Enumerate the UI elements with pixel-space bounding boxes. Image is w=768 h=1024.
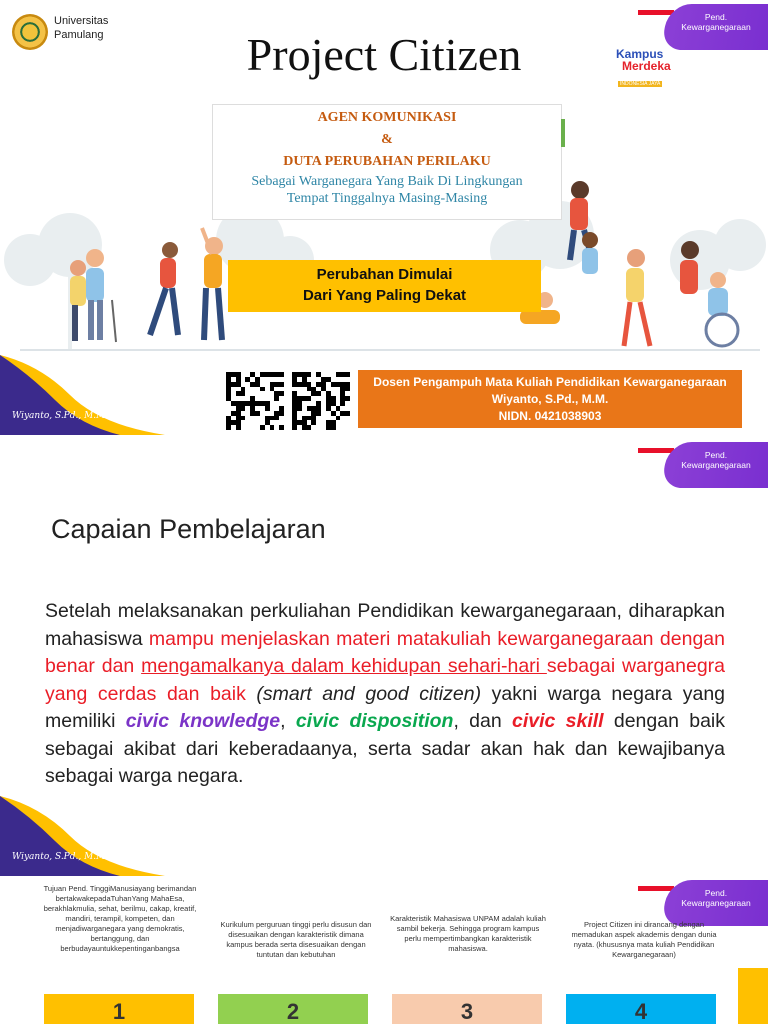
number-box-4: 4 <box>566 994 716 1024</box>
corner-decoration-2 <box>0 796 170 876</box>
agen-sub2: Tempat Tinggalnya Masing-Masing <box>286 191 488 206</box>
course-badge-3: Pend. Kewarganegaraan <box>638 880 768 922</box>
university-name: Universitas Pamulang <box>54 15 109 41</box>
capaian-paragraph: Setelah melaksanakan perkuliahan Pendidikan kewarganegaraan, diharapkan mahasiswa mampu menjelaskan materi matakuliah kewarganegaraan dengan benar dan mengamalkanya dalam kehidupan sehari-hari sebagai warganegra yang cerdas dan baik (smart and good citizen) yakni warga negara yang memiliki civic knowledge, civic disposition, dan civic skill dengan baik sebagai akibat dari keberadaanya, serta sadar akan hak dan kewajibanya sebagai warga negara. <box>45 600 726 787</box>
slide-project-citizen <box>0 0 768 435</box>
dosen-name: Wiyanto, S.Pd., M.M. <box>491 392 609 406</box>
kampus-merdeka-logo: Kampus Merdeka INDONESIA JAYA <box>616 47 671 87</box>
perubahan-line2: Dari Yang Paling Dekat <box>302 287 467 304</box>
slide-capaian-pembelajaran <box>0 438 768 876</box>
column-2-text: Kurikulum perguruan tinggi perlu disusun dan disesuaikan dengan karakteristik dimana kampus berada serta disesuaikan dengan tuntutan dan kebutuhan <box>220 920 372 959</box>
agen-komunikasi-box <box>212 104 562 220</box>
corner-decoration <box>0 355 170 435</box>
dosen-box <box>358 370 742 428</box>
slide-title: Project Citizen <box>246 29 522 80</box>
civic-skill: civic skill <box>512 710 604 732</box>
heading-capaian: Capaian Pembelajaran <box>51 514 326 544</box>
column-1-text: Tujuan Pend. TinggiManusiayang berimandan bertakwakepadaTuhanYang MahaEsa, berakhlakmulia, sehat, berilmu, cakap, kreatif, mandiri, terampil, kompeten, dan menjadiwarganegara yang demokratis, bertanggung, dan berbudayauntukkepentinganbangsa <box>43 884 197 953</box>
yellow-strip <box>738 968 768 1024</box>
agen-line1: AGEN KOMUNIKASI <box>317 110 457 125</box>
agen-line2: & <box>381 132 393 147</box>
qr-code-1[interactable] <box>226 372 284 430</box>
number-box-2: 2 <box>218 994 368 1024</box>
course-badge-2: Pend. Kewarganegaraan <box>638 442 768 484</box>
agen-sub1: Sebagai Warganegara Yang Baik Di Lingkungan <box>251 174 523 189</box>
number-box-1: 1 <box>44 994 194 1024</box>
perubahan-line1: Perubahan Dimulai <box>316 266 453 283</box>
corner-name-2: Wiyanto, S.Pd., M.M. <box>12 852 109 862</box>
column-4-text: Project Citizen ini dirancang dengan memadukan aspek akademis dengan dunia nyata. (khususnya mata kuliah Pendidikan Kewarganegaraan) <box>571 920 717 959</box>
number-box-3: 3 <box>392 994 542 1024</box>
agen-line3: DUTA PERUBAHAN PERILAKU <box>283 154 491 169</box>
civic-knowledge: civic knowledge <box>125 710 281 732</box>
column-3-text: Karakteristik Mahasiswa UNPAM adalah kuliah sambil bekerja. Sehingga program kampus perlu mempertimbangkan karakteristik mahasiswa. <box>390 914 546 953</box>
perubahan-box <box>228 260 541 312</box>
dosen-line1: Dosen Pengampuh Mata Kuliah Pendidikan Kewarganegaraan <box>373 375 727 389</box>
dosen-nidn: NIDN. 0421038903 <box>498 409 602 423</box>
civic-disposition: civic disposition <box>295 710 454 732</box>
course-badge: Pend. Kewarganegaraan <box>638 4 768 46</box>
qr-code-2[interactable] <box>292 372 350 430</box>
corner-name: Wiyanto, S.Pd., M.M. <box>12 411 109 421</box>
slide-background <box>0 876 768 1024</box>
